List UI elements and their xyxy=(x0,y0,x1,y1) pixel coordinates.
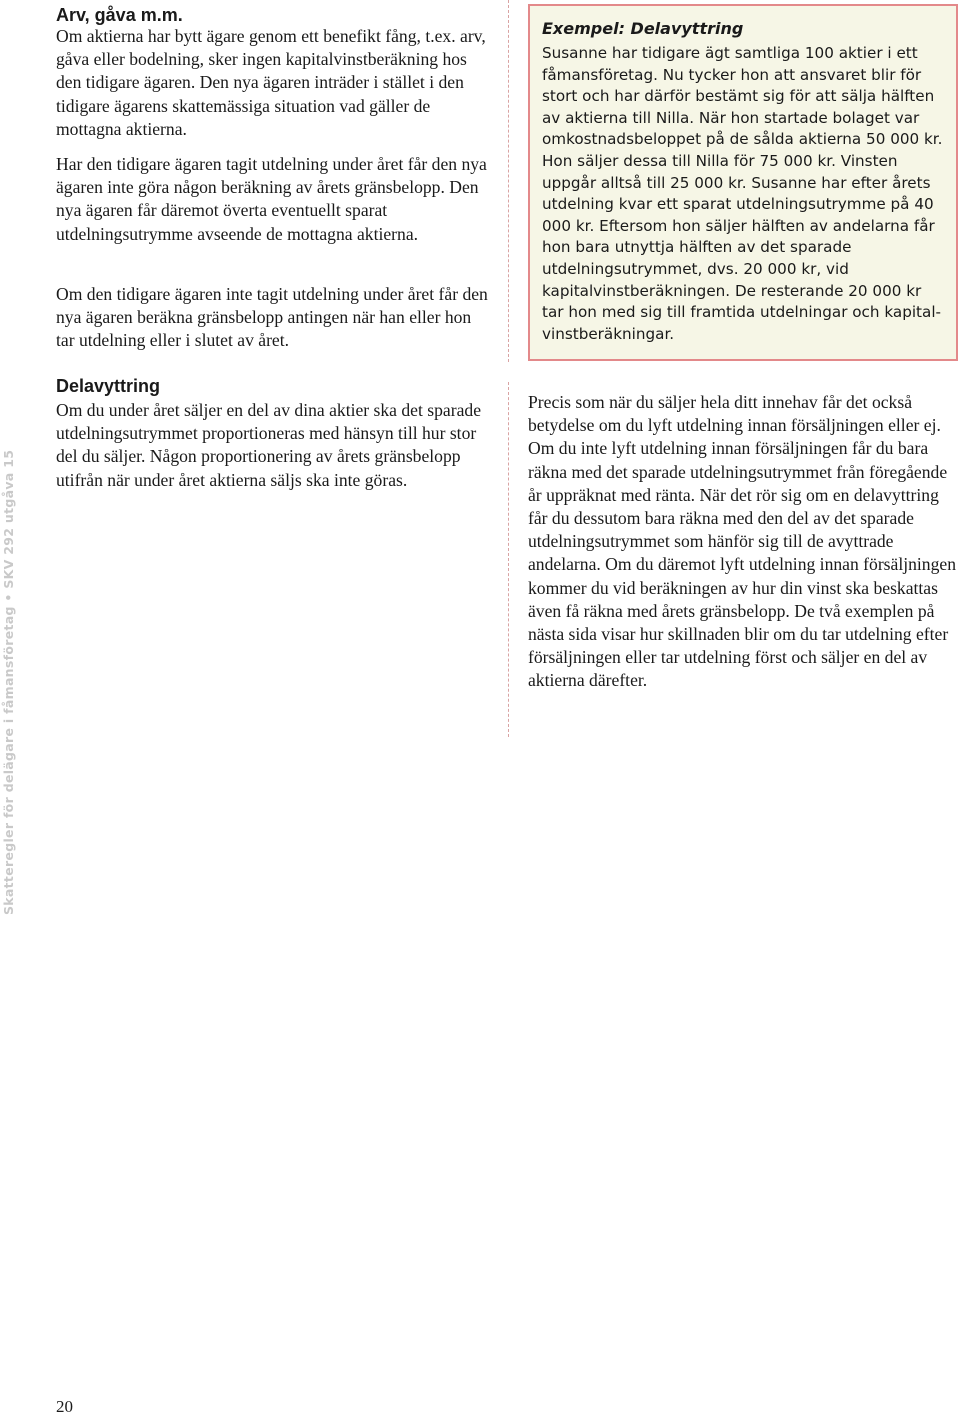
paragraph-right: Precis som när du säljer hela ditt innehav får det också betydelse om du lyft utdelning innan försäljningen eller ej. Om du inte lyft utdelning innan försäljningen får du bara räkna med det sparade utdelningsutrymmet från föregående år uppräknat med ränta. När det rör sig om en delavyttring får du dessutom bara räkna med den del av det sparade utdelningsutrymmet som hänför sig till de avyttrade andelarna. Om du däremot lyft utdelning innan försäljningen kommer du vid beräkningen av hur din vinst ska beskattas även få räkna med årets gränsbelopp. De två exemplen på nästa sida visar hur skillnaden blir om du tar utdelning efter försäljningen eller tar utdelning först och säljer en del av aktierna därefter. xyxy=(528,392,956,691)
column-divider-bottom xyxy=(508,382,509,737)
example-box xyxy=(528,4,958,361)
paragraph-arv-1: Om aktierna har bytt ägare genom ett benefikt fång, t.ex. arv, gåva eller bodelning, sker ingen kapitalvinstberäkning hos den tidigare ägaren. Den nya ägaren inträder i stället i den tidigare ägarens skattemässiga situation vad gäller de mottagna aktierna. xyxy=(56,26,486,139)
paragraph-arv-2: Har den tidigare ägaren tagit utdelning under året får den nya ägaren inte göra någon beräkning av årets gränsbelopp. Den nya ägaren får däremot överta eventuellt sparat utdelningsutrymme avseende de mottagna aktierna. xyxy=(56,154,487,244)
heading-arv-gava: Arv, gåva m.m. xyxy=(56,5,183,25)
page-number: 20 xyxy=(56,1397,73,1416)
publication-side-label: Skatteregler för delägare i fåmansföretag • SKV 292 utgåva 15 xyxy=(1,449,16,915)
column-divider-top xyxy=(508,0,509,362)
example-title: Exempel: Delavyttring xyxy=(542,19,744,38)
heading-delavyttring: Delavyttring xyxy=(56,376,161,396)
example-body: Susanne har tidigare ägt samtliga 100 aktier i ett fåmansföretag. Nu tycker hon att ansvaret blir för stort och har därför bestämt sig för att sälja hälften av aktierna till Nilla. När hon startade bolaget var omkostnadsbeloppet på de sålda aktierna 50 000 kr. Hon säljer dessa till Nilla för 75 000 kr. Vinsten uppgår alltså till 25 000 kr. Susanne har efter årets utdelning kvar ett sparat utdelningsutrymme på 40 000 kr. Eftersom hon säljer hälften av andelarna får hon bara utnyttja hälften av det sparade utdelningsutrymmet, dvs. 20 000 kr, vid kapitalvinstberäkningen. De resterande 20 000 kr tar hon med sig till framtida utdelningar och kapitalvinstberäkningar. xyxy=(542,44,943,343)
paragraph-delavyttring: Om du under året säljer en del av dina aktier ska det sparade utdelningsutrymmet proportioneras med hänsyn till hur stor del du säljer. Någon proportionering av årets gränsbelopp utifrån när under året aktierna säljs ska inte göras. xyxy=(56,400,482,490)
paragraph-arv-3: Om den tidigare ägaren inte tagit utdelning under året får den nya ägaren beräkna gränsbelopp antingen när han eller hon tar utdelning eller i slutet av året. xyxy=(56,284,488,351)
